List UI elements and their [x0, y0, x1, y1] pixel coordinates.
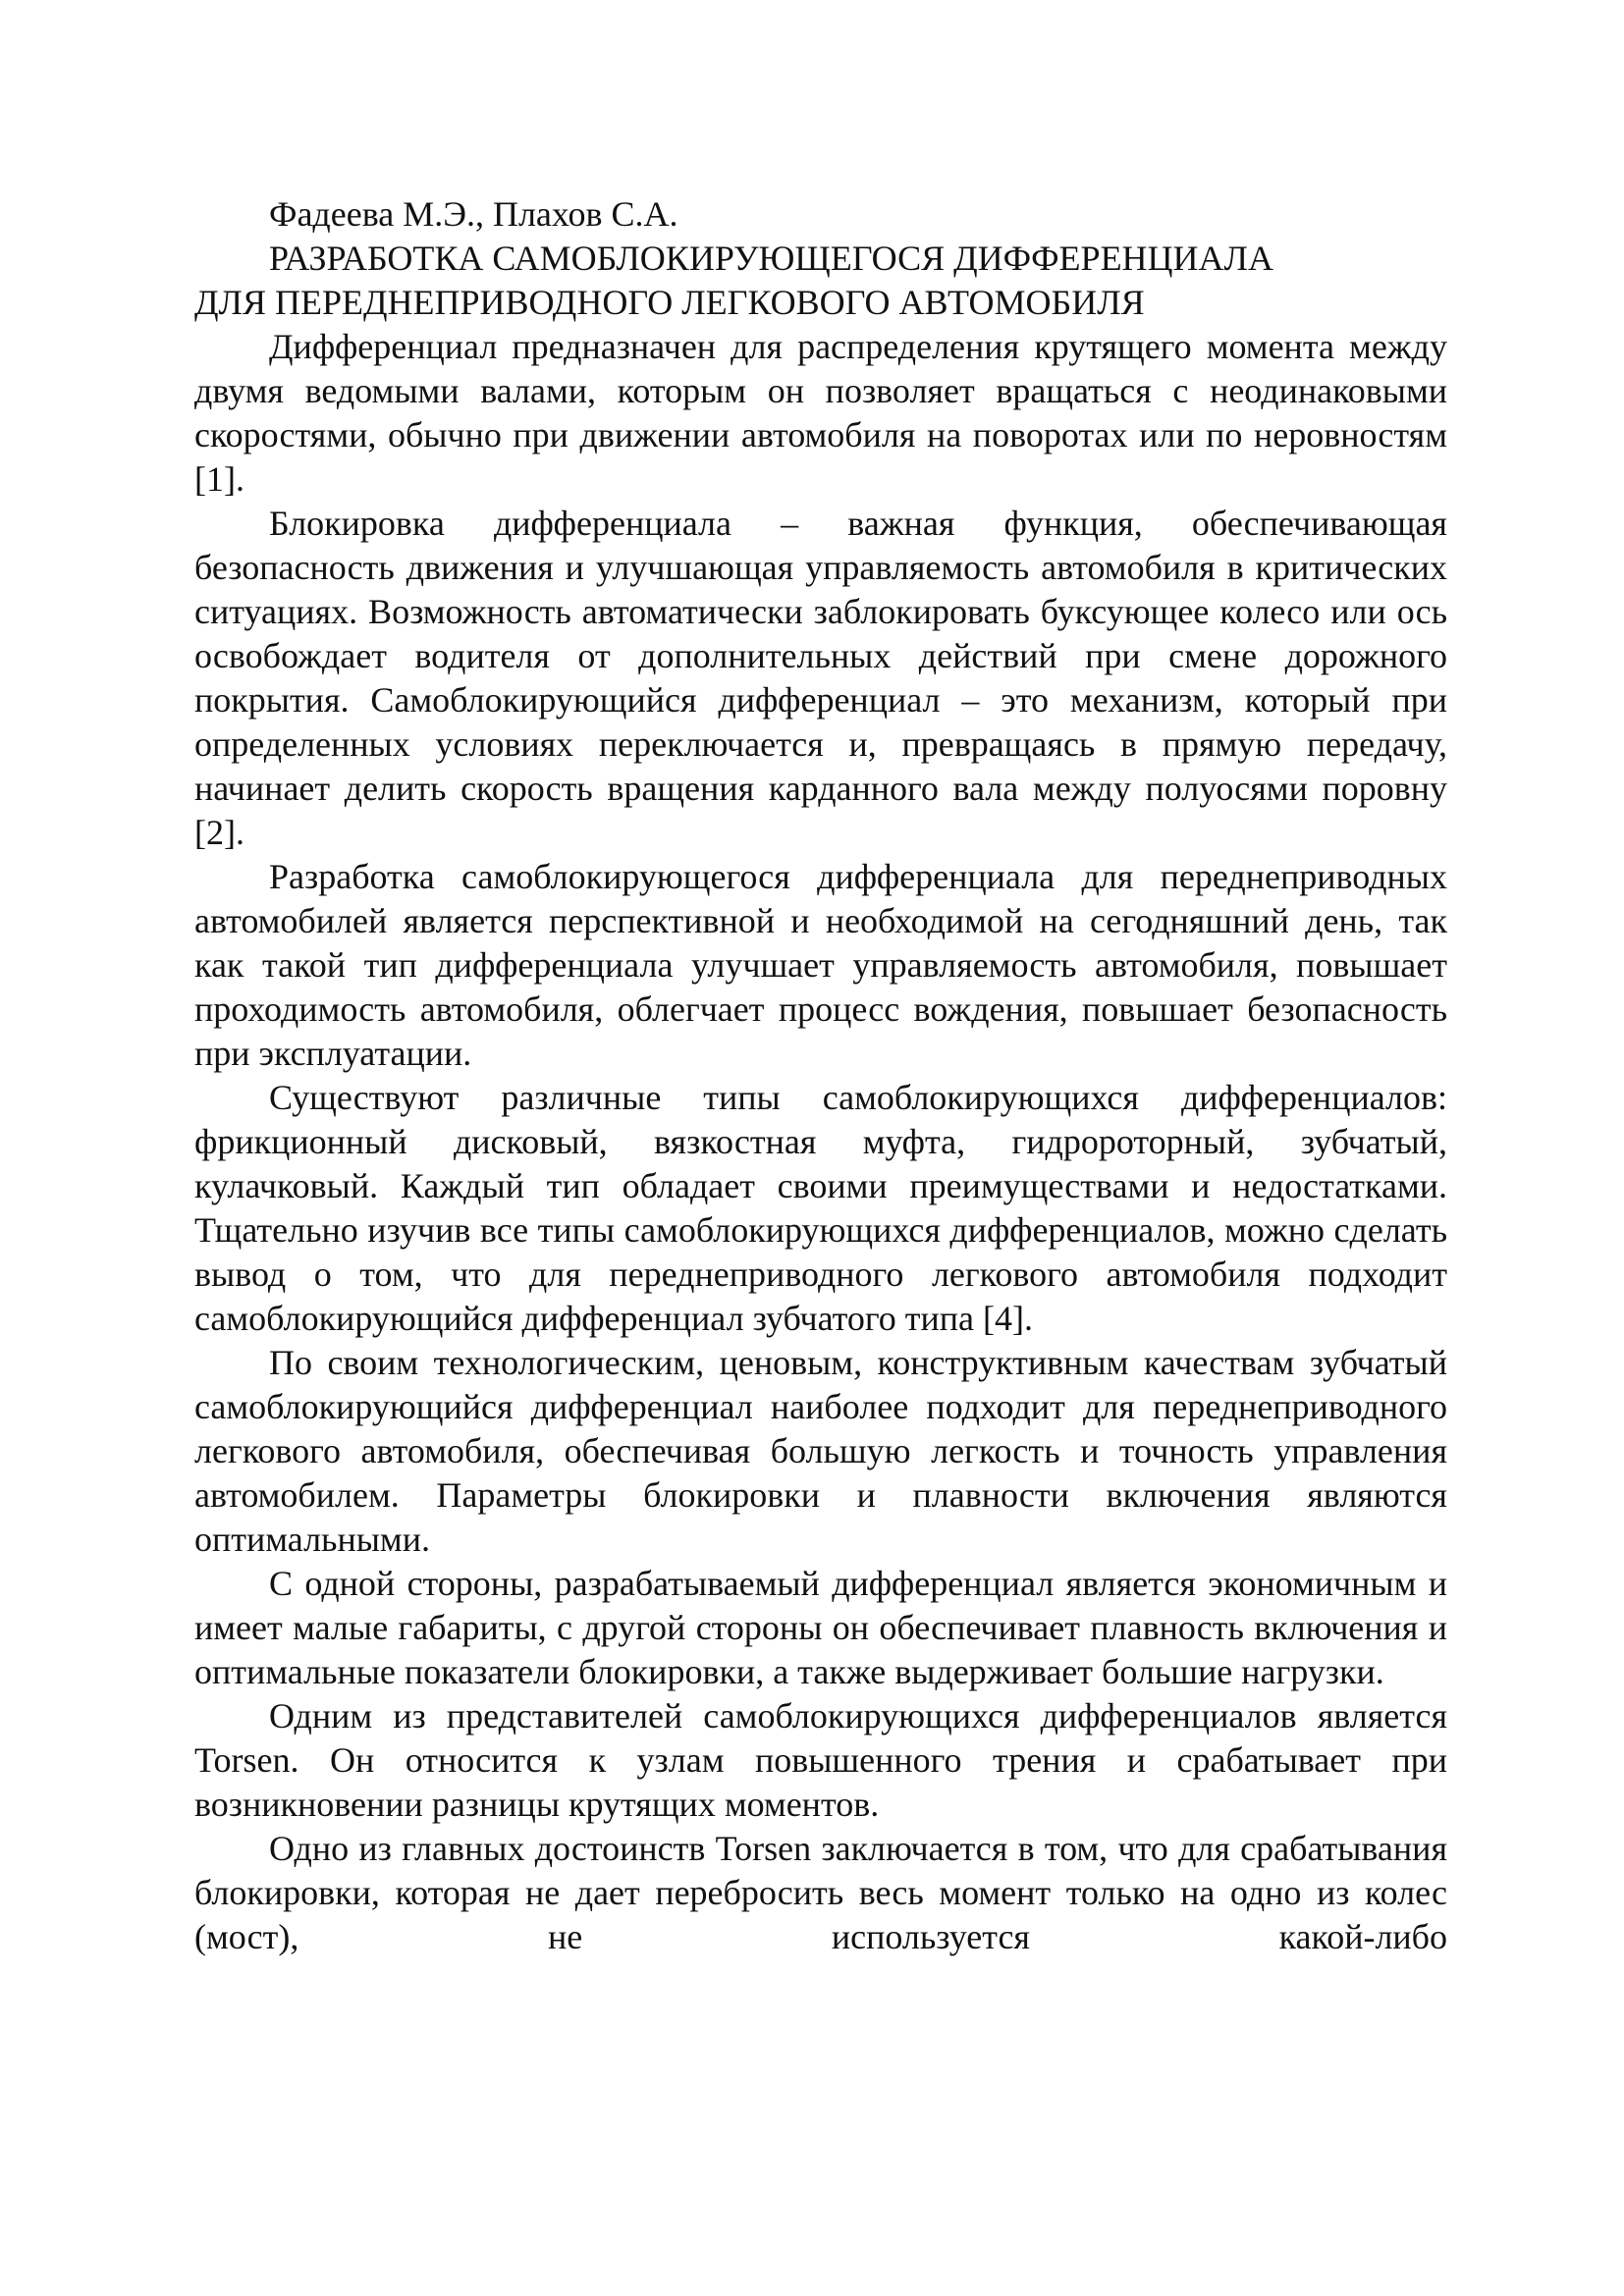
- paragraph-6: С одной стороны, разрабатываемый дифференциал является экономичным и имеет малые габариты, с другой стороны он обеспечивает плавность включения и оптимальные показатели блокировки, а также выдерживает большие нагрузки.: [194, 1564, 1447, 1691]
- paragraph-3: Разработка самоблокирующегося дифференциала для переднеприводных автомобилей является перспективной и необходимой на сегодняшний день, так как такой тип дифференциала улучшает управляемость автомобиля, повышает проходимость автомобиля, облегчает процесс вождения, повышает безопасность при эксплуатации.: [194, 857, 1447, 1073]
- title-line-1: РАЗРАБОТКА САМОБЛОКИРУЮЩЕГОСЯ ДИФФЕРЕНЦИАЛА: [269, 239, 1273, 278]
- authors: Фадеева М.Э., Плахов С.А.: [269, 194, 678, 234]
- paragraph-1: Дифференциал предназначен для распределения крутящего момента между двумя ведомыми валами, которым он позволяет вращаться с неодинаковыми скоростями, обычно при движении автомобиля на поворотах или по неровностям [1].: [194, 327, 1447, 499]
- title-line-2: ДЛЯ ПЕРЕДНЕПРИВОДНОГО ЛЕГКОВОГО АВТОМОБИЛЯ: [194, 283, 1145, 322]
- paragraph-8: Одно из главных достоинств Torsen заключается в том, что для срабатывания блокировки, которая не дает перебросить весь момент только на одно из колес (мост), не используется какой-либо: [194, 1829, 1447, 1956]
- paragraph-7: Одним из представителей самоблокирующихся дифференциалов является Torsen. Он относится к узлам повышенного трения и срабатывает при возникновении разницы крутящих моментов.: [194, 1696, 1447, 1824]
- paragraph-2: Блокировка дифференциала – важная функция, обеспечивающая безопасность движения и улучшающая управляемость автомобиля в критических ситуациях. Возможность автоматически заблокировать буксующее колесо или ось освобождает водителя от дополнительных действий при смене дорожного покрытия. Самоблокирующийся дифференциал – это механизм, который при определенных условиях переключается и, превращаясь в прямую передачу, начинает делить скорость вращения карданного вала между полуосями поровну [2].: [194, 504, 1447, 852]
- document-page: [194, 192, 1447, 1959]
- paragraph-4: Существуют различные типы самоблокирующихся дифференциалов: фрикционный дисковый, вязкостная муфта, гидророторный, зубчатый, кулачковый. Каждый тип обладает своими преимуществами и недостатками. Тщательно изучив все типы самоблокирующихся дифференциалов, можно сделать вывод о том, что для переднеприводного легкового автомобиля подходит самоблокирующийся дифференциал зубчатого типа [4].: [194, 1078, 1447, 1338]
- paragraph-5: По своим технологическим, ценовым, конструктивным качествам зубчатый самоблокирующийся дифференциал наиболее подходит для переднеприводного легкового автомобиля, обеспечивая большую легкость и точность управления автомобилем. Параметры блокировки и плавности включения являются оптимальными.: [194, 1343, 1447, 1559]
